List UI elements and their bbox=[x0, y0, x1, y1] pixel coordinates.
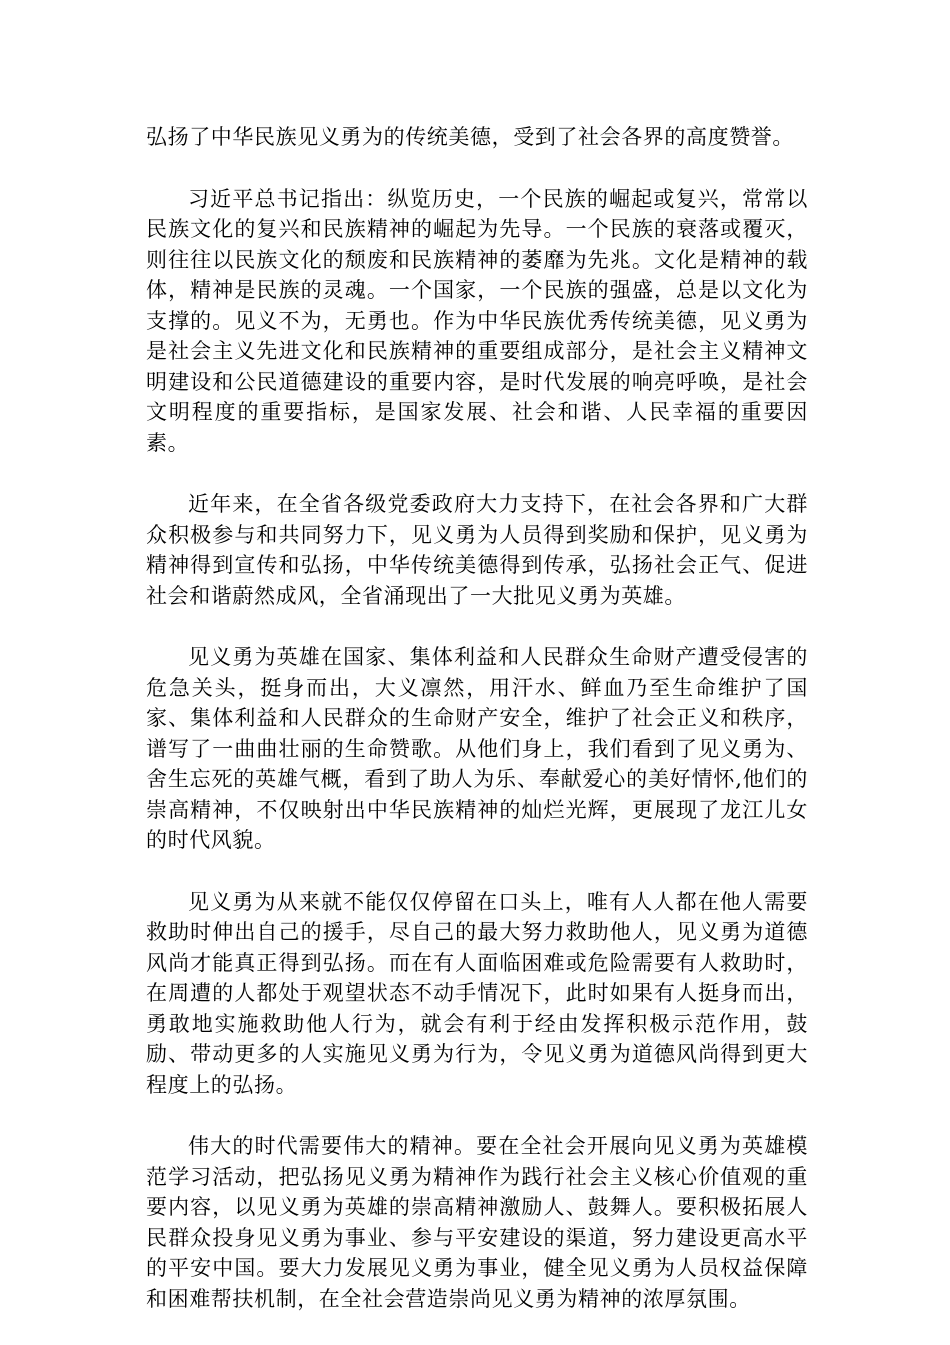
paragraph-great-era: 伟大的时代需要伟大的精神。要在全社会开展向见义勇为英雄模范学习活动，把弘扬见义勇为精神作为践行社会主义核心价值观的重要内容，以见义勇为英雄的崇高精神激励人、鼓舞人。要积极拓展人民群众投身见义勇为事业、参与平安建设的渠道，努力建设更高水平的平安中国。要大力发展见义勇为事业，健全见义勇为人员权益保障和困难帮扶机制，在全社会营造崇尚见义勇为精神的浓厚氛围。 bbox=[146, 1134, 808, 1311]
paragraph-xi-quote: 习近平总书记指出：纵览历史，一个民族的崛起或复兴，常常以民族文化的复兴和民族精神的崛起为先导。一个民族的衰落或覆灭，则往往以民族文化的颓废和民族精神的萎靡为先兆。文化是精神的载体，精神是民族的灵魂。一个国家，一个民族的强盛，总是以文化为支撑的。见义不为，无勇也。作为中华民族优秀传统美德，见义勇为是社会主义先进文化和民族精神的重要组成部分，是社会主义精神文明建设和公民道德建设的重要内容，是时代发展的响亮呼唤，是社会文明程度的重要指标，是国家发展、社会和谐、人民幸福的重要因素。 bbox=[146, 186, 808, 455]
paragraph-action: 见义勇为从来就不能仅仅停留在口头上，唯有人人都在他人需要救助时伸出自己的援手，尽自己的最大努力救助他人，见义勇为道德风尚才能真正得到弘扬。而在有人面临困难或危险需要有人救助时，在周遭的人都处于观望状态不动手情况下，此时如果有人挺身而出，勇敢地实施救助他人行为，就会有利于经由发挥积极示范作用，鼓励、带动更多的人实施见义勇为行为，令见义勇为道德风尚得到更大程度上的弘扬。 bbox=[146, 889, 808, 1097]
document-body bbox=[146, 122, 808, 1345]
paragraph-heroes: 见义勇为英雄在国家、集体利益和人民群众生命财产遭受侵害的危急关头，挺身而出，大义凛然，用汗水、鲜血乃至生命维护了国家、集体利益和人民群众的生命财产安全，维护了社会正义和秩序，谱写了一曲曲壮丽的生命赞歌。从他们身上，我们看到了见义勇为、舍生忘死的英雄气概，看到了助人为乐、奉献爱心的美好情怀,他们的崇高精神，不仅映射出中华民族精神的灿烂光辉，更展现了龙江儿女的时代风貌。 bbox=[146, 645, 808, 852]
paragraph-continuation: 弘扬了中华民族见义勇为的传统美德，受到了社会各界的高度赞誉。 bbox=[146, 125, 794, 149]
paragraph-recent-years: 近年来，在全省各级党委政府大力支持下，在社会各界和广大群众积极参与和共同努力下，见义勇为人员得到奖励和保护，见义勇为精神得到宣传和弘扬，中华传统美德得到传承，弘扬社会正气、促进社会和谐蔚然成风，全省涌现出了一大批见义勇为英雄。 bbox=[146, 492, 808, 608]
